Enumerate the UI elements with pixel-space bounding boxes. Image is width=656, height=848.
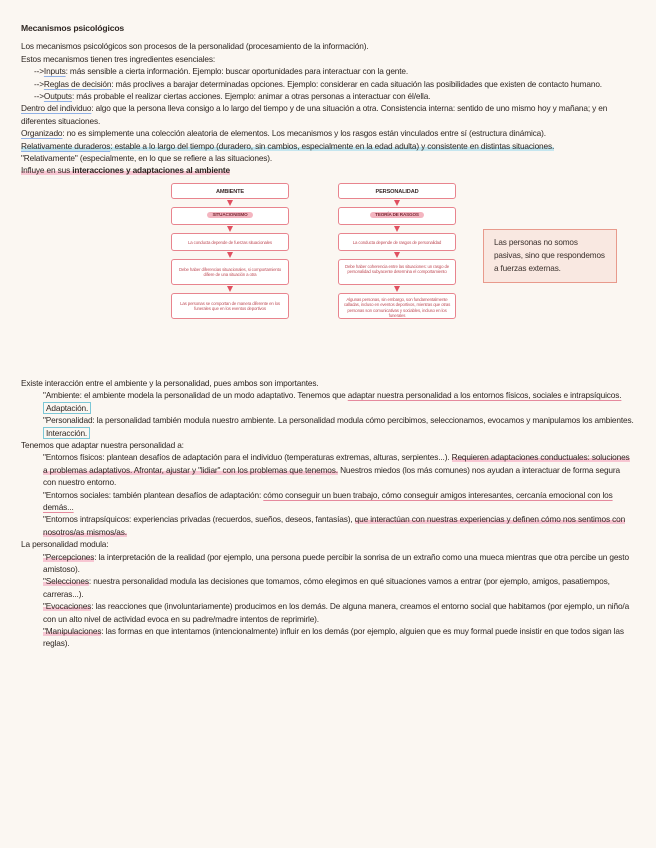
relativamente-text: : estable a lo largo del tiempo (duradero, sin cambios, especialmente en la edad adulta) y consistente en distintas situaciones. [110, 140, 555, 151]
list-item [21, 451, 634, 488]
outputs-text: : más probable el realizar ciertas acciones. Ejemplo: animar a otras personas a interactuar con él/ella. [71, 91, 431, 102]
evocaciones-term: "Evocaciones [43, 601, 92, 612]
page-title: Mecanismos psicológicos [21, 23, 125, 33]
arrow-icon [394, 252, 400, 258]
personalidad-header: PERSONALIDAD [338, 183, 456, 199]
paragraph: La personalidad modula: [21, 539, 109, 550]
adaptacion-box: Adaptación. [43, 402, 91, 414]
list-item [21, 414, 634, 439]
list-item: -->Reglas de decisión: más proclives a barajar determinadas opciones. Ejemplo: considerar en cada situación las posibilidades que existen de contacto humano. [34, 78, 602, 89]
ambiente-column [171, 183, 289, 319]
sociales-text: "Entornos sociales: también plantean desafíos de adaptación: [43, 489, 264, 500]
interaccion-box: Interacción. [43, 427, 90, 439]
inputs-term: Inputs [43, 66, 66, 77]
fisicos-text: "Entornos físicos: plantean desafíos de adaptación para el individuo (temperaturas extremas, alturas, serpientes...). [43, 452, 452, 463]
sociales-underlined: cómo conseguir un buen trabajo, cómo conseguir amigos interesantes, cercanía emocional con los demás... [43, 489, 613, 512]
rasgos-box [338, 207, 456, 225]
evocaciones-text: : las reacciones que (involuntariamente) producimos en los demás. De alguna manera, creamos el entorno social que habitamos (por ejemplo, un niño/a con un alto nivel de actividad evoca en su padre/madre intentos de reprimirle). [43, 601, 630, 624]
note-box: Las personas no somos pasivas, sino que respondemos a fuerzas externas. [483, 229, 617, 283]
intrapsiquicos-text: "Entornos intrapsíquicos: experiencias privadas (recuerdos, sueños, deseos, fantasías), [43, 514, 355, 525]
influye-bold: interacciones y adaptaciones al ambiente [72, 165, 230, 176]
diagram-box: Las personas se comportan de manera diferente en los funerales que en los eventos deportivos [171, 293, 289, 319]
arrow-icon [227, 226, 233, 232]
manipulaciones-term: "Manipulaciones [43, 626, 102, 636]
fisicos-highlight: Requieren adaptaciones conductuales: soluciones a problemas adaptativos. Afrontar, ajustar y "lidiar" con los problemas que tenemos. [43, 452, 630, 475]
paragraph [21, 164, 634, 176]
list-item [21, 625, 634, 650]
list-item [21, 600, 634, 625]
paragraph: "Relativamente" (especialmente, en lo que se refiere a las situaciones). [21, 153, 273, 164]
situacionismo-box [171, 207, 289, 225]
arrow-icon [227, 200, 233, 206]
selecciones-text: : nuestra personalidad modula las decisiones que tomamos, cómo elegimos en qué situaciones vamos a entrar (por ejemplo, amigos, pasatiempos, carreras...). [43, 576, 610, 599]
list-item [21, 551, 634, 576]
list-item: -->Inputs: más sensible a cierta información. Ejemplo: buscar oportunidades para interactuar con la gente. [34, 66, 409, 77]
ambiente-underlined: adaptar nuestra personalidad a los entornos físicos, sociales e intrapsíquicos. [347, 390, 622, 401]
rasgos-pill: TEORÍA DE RASGOS [370, 212, 424, 218]
list-item [21, 489, 634, 514]
list-item [21, 513, 634, 538]
dentro-text: : algo que la persona lleva consigo a lo largo del tiempo y de una situación a otra. Consistencia interna: sentido de uno mismo hoy y mañana; y en diferentes situaciones. [21, 103, 608, 126]
reglas-text: : más proclives a barajar determinadas opciones. Ejemplo: considerar en cada situación las posibilidades que existen de contacto humano. [111, 78, 602, 89]
percepciones-term: "Percepciones [43, 551, 95, 562]
fisicos-text-end: Nuestros miedos (los más comunes) nos ayudan a interactuar de forma segura con nuestro entorno. [43, 464, 620, 488]
influye-text: Influye en sus [21, 165, 73, 176]
arrow-icon [227, 286, 233, 292]
diagram-box: La conducta depende de fuerzas situacionales [171, 233, 289, 251]
arrow-icon [227, 252, 233, 258]
influye-highlight [21, 165, 230, 175]
organizado-text: : no es simplemente una colección aleatoria de elementos. Los mecanismos y los rasgos están vinculados entre sí (estructura dinámica). [62, 128, 546, 139]
paragraph: Existe interacción entre el ambiente y la personalidad, pues ambos son importantes. [21, 377, 319, 388]
paragraph [21, 140, 634, 152]
list-item: -->Outputs: más probable el realizar ciertas acciones. Ejemplo: animar a otras personas a interactuar con él/ella. [34, 91, 431, 102]
ambiente-text: "Ambiente: el ambiente modela la personalidad de un modo adaptativo. Tenemos que [43, 390, 348, 401]
percepciones-text: : la interpretación de la realidad (por ejemplo, una persona puede percibir la sonrisa de un extraño como una mueca mientras que otra percibe un gesto amistoso). [43, 551, 629, 574]
paragraph [21, 102, 634, 127]
intrapsiquicos-highlight: que interactúan con nuestras experiencias y definen cómo nos sentimos con nosotros/as mismos/as. [43, 514, 626, 537]
arrow-icon [394, 200, 400, 206]
relativamente-term: Relativamente duraderos [21, 140, 111, 151]
reglas-term: Reglas de decisión [43, 78, 112, 89]
personalidad-text: "Personalidad: la personalidad también modula nuestro ambiente. La personalidad modula cómo percibimos, seleccionamos, evocamos y manipulamos los ambientes. [43, 415, 634, 426]
arrow-icon [394, 286, 400, 292]
diagram-box: Algunas personas, sin embargo, son fundamentalmente calladas, incluso en eventos deportivos, mientras que otras personas son comunicativas y sociables, incluso en los funerales [338, 293, 456, 319]
paragraph [21, 127, 634, 139]
list-item [21, 575, 634, 600]
list-item [21, 389, 634, 414]
ambiente-personalidad-diagram [21, 183, 634, 377]
paragraph: Estos mecanismos tienen tres ingredientes esenciales: [21, 53, 216, 64]
manipulaciones-text: : las formas en que intentamos (intencionalmente) influir en los demás (por ejemplo, alguien que es muy formal puede insistir en que todos sigan las reglas). [43, 626, 624, 649]
inputs-text: : más sensible a cierta información. Ejemplo: buscar oportunidades para interactuar con la gente. [65, 66, 409, 77]
diagram-box: La conducta depende de rasgos de personalidad [338, 233, 456, 251]
arrow-icon [394, 226, 400, 232]
outputs-term: Outputs [43, 91, 72, 102]
personalidad-column [338, 183, 456, 319]
relativamente-highlight [21, 141, 554, 151]
paragraph: Los mecanismos psicológicos son procesos de la personalidad (procesamiento de la información). [21, 41, 369, 52]
paragraph: Tenemos que adaptar nuestra personalidad a: [21, 439, 184, 450]
diagram-box: Debe haber diferencias situacionales, si comportamiento difiere de una situación a otra [171, 259, 289, 285]
dentro-term: Dentro del individuo [21, 103, 92, 114]
selecciones-term: "Selecciones [43, 576, 89, 587]
organizado-term: Organizado [21, 128, 63, 139]
ambiente-header: AMBIENTE [171, 183, 289, 199]
situacionismo-pill: SITUACIONISMO [207, 212, 252, 218]
diagram-box: Debe haber coherencia entre las situaciones: un rasgo de personalidad subyacente determina el comportamiento [338, 259, 456, 285]
